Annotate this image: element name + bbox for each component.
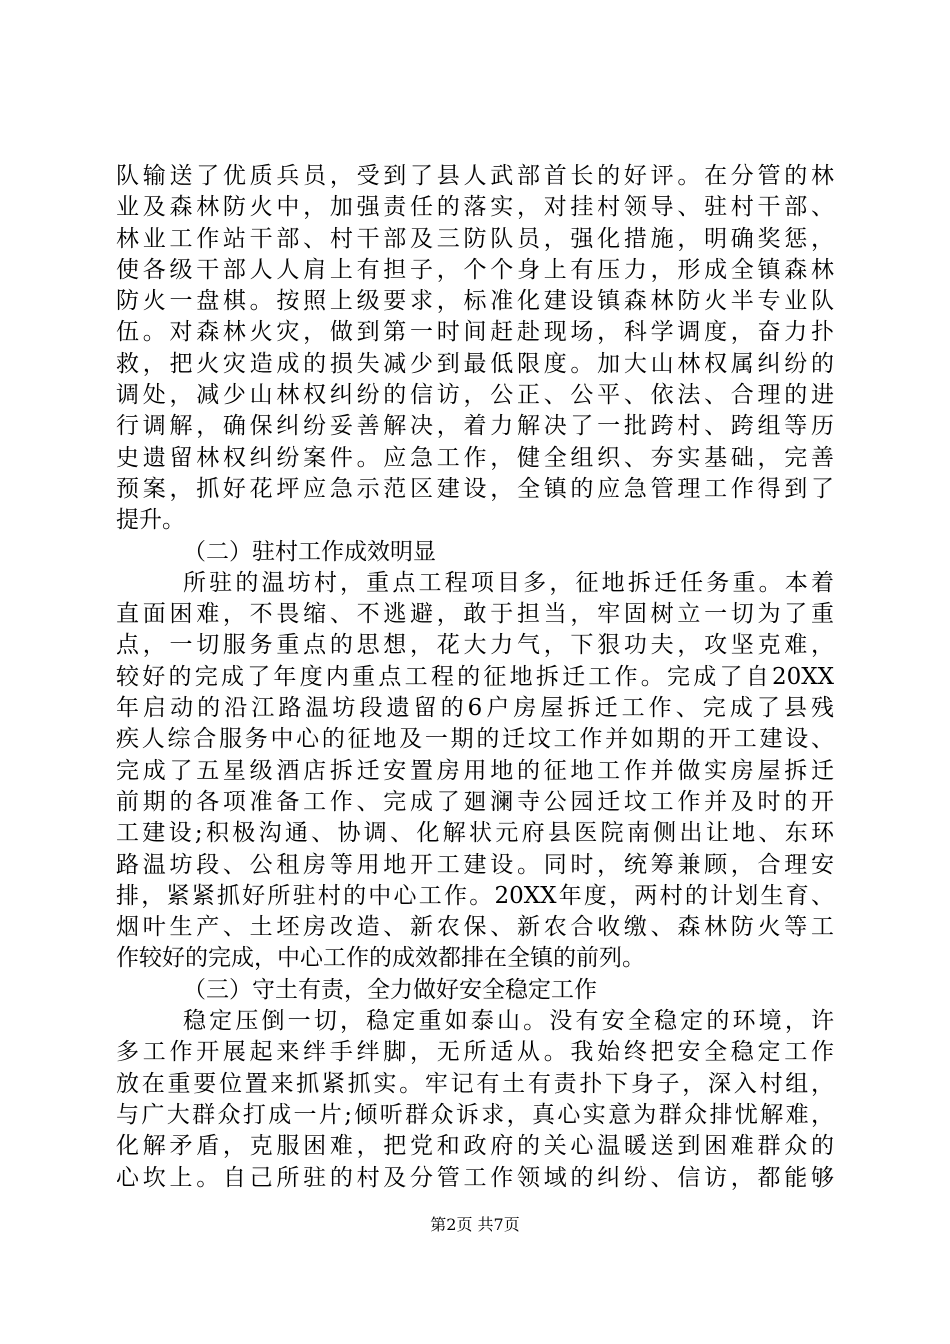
text-line: 使各级干部人人肩上有担子，个个身上有压力，形成全镇森林 xyxy=(116,256,834,283)
text-line: 点，一切服务重点的思想，花大力气，下狠功夫，攻坚克难， xyxy=(116,632,834,659)
text-line: 队输送了优质兵员，受到了县人武部首长的好评。在分管的林 xyxy=(116,163,834,189)
text-line: 防火一盘棋。按照上级要求，标准化建设镇森林防火半专业队 xyxy=(116,288,834,315)
text-line: 伍。对森林火灾，做到第一时间赶赴现场，科学调度，奋力扑 xyxy=(116,319,834,346)
text-line: 与广大群众打成一片;倾听群众诉求，真心实意为群众排忧解难， xyxy=(116,1101,834,1128)
section-heading: （二）驻村工作成效明显 xyxy=(183,538,436,565)
page-number: 第2页 共7页 xyxy=(430,1215,520,1234)
text-line: 提升。 xyxy=(116,507,185,534)
text-line: 较好的完成了年度内重点工程的征地拆迁工作。完成了自20XX xyxy=(116,663,834,690)
text-line: 前期的各项准备工作、完成了廻澜寺公园迁坟工作并及时的开 xyxy=(116,788,834,815)
text-line: 烟叶生产、土坯房改造、新农保、新农合收缴、森林防火等工 xyxy=(116,914,834,941)
text-line: 工建设;积极沟通、协调、化解状元府县医院南侧出让地、东环 xyxy=(116,820,834,847)
text-line: 行调解，确保纠纷妥善解决，着力解决了一批跨村、跨组等历 xyxy=(116,413,834,440)
text-line: 林业工作站干部、村干部及三防队员，强化措施，明确奖惩， xyxy=(116,225,834,252)
text-line: 多工作开展起来绊手绊脚，无所适从。我始终把安全稳定工作 xyxy=(116,1039,834,1066)
text-line: 稳定压倒一切，稳定重如泰山。没有安全稳定的环境，许 xyxy=(183,1008,834,1035)
text-line: 预案，抓好花坪应急示范区建设，全镇的应急管理工作得到了 xyxy=(116,475,834,502)
text-line: 年启动的沿江路温坊段遗留的6户房屋拆迁工作、完成了县残 xyxy=(116,695,834,722)
text-line: 完成了五星级酒店拆迁安置房用地的征地工作并做实房屋拆迁 xyxy=(116,757,834,784)
text-line: 心坎上。自己所驻的村及分管工作领域的纠纷、信访，都能够 xyxy=(116,1164,834,1191)
document-body xyxy=(116,161,834,1194)
text-line: 放在重要位置来抓紧抓实。牢记有土有责扑下身子，深入村组， xyxy=(116,1070,834,1097)
text-line: 排，紧紧抓好所驻村的中心工作。20XX年度，两村的计划生育、 xyxy=(116,882,834,909)
text-line: 救，把火灾造成的损失减少到最低限度。加大山林权属纠纷的 xyxy=(116,350,834,377)
text-line: 疾人综合服务中心的征地及一期的迁坟工作并如期的开工建设、 xyxy=(116,726,834,753)
text-line: 所驻的温坊村，重点工程项目多，征地拆迁任务重。本着 xyxy=(183,569,834,596)
page-footer xyxy=(0,1215,950,1235)
text-line: 化解矛盾，克服困难，把党和政府的关心温暖送到困难群众的 xyxy=(116,1133,834,1160)
text-line: 史遗留林权纠纷案件。应急工作，健全组织、夯实基础，完善 xyxy=(116,444,834,471)
section-heading: （三）守土有责，全力做好安全稳定工作 xyxy=(183,976,597,1003)
text-line: 路温坊段、公租房等用地开工建设。同时，统筹兼顾，合理安 xyxy=(116,851,834,878)
text-line: 作较好的完成，中心工作的成效都排在全镇的前列。 xyxy=(116,945,645,972)
text-line: 业及森林防火中，加强责任的落实，对挂村领导、驻村干部、 xyxy=(116,194,834,221)
text-line: 直面困难，不畏缩、不逃避，敢于担当，牢固树立一切为了重 xyxy=(116,601,834,628)
text-line: 调处，减少山林权纠纷的信访，公正、公平、依法、合理的进 xyxy=(116,382,834,409)
